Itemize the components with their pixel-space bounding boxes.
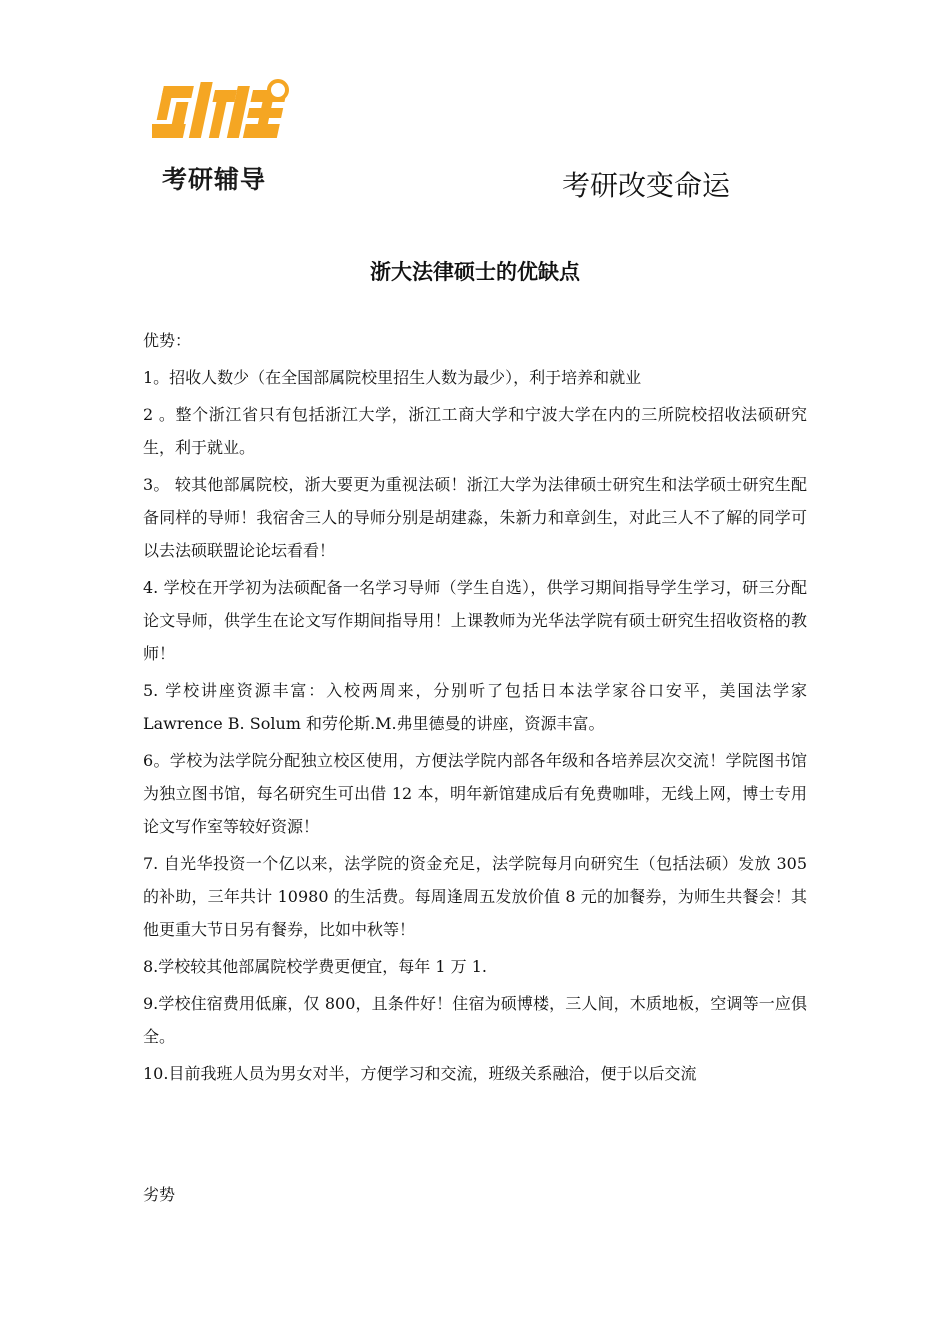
company-logo: [152, 76, 302, 196]
paragraph-4: 4. 学校在开学初为法硕配备一名学习导师（学生自选），供学习期间指导学生学习，研三分配论文导师，供学生在论文写作期间指导用！上课教师为光华法学院有硕士研究生招收资格的教师！: [143, 578, 807, 663]
paragraph-1: 1。招收人数少（在全国部属院校里招生人数为最少），利于培养和就业: [143, 368, 642, 387]
paragraph-10: 10.目前我班人员为男女对半，方便学习和交流，班级关系融洽，便于以后交流: [143, 1064, 697, 1083]
disadvantages-heading: 劣势: [143, 1185, 176, 1204]
logo-subtitle: 考研辅导: [162, 165, 267, 194]
document-title: 浙大法律硕士的优缺点: [370, 260, 580, 284]
paragraph-5: 5. 学校讲座资源丰富：入校两周来，分别听了包括日本法学家谷口安平，美国法学家 Lawrence B. Solum 和劳伦斯.M.弗里德曼的讲座，资源丰富。: [143, 681, 807, 733]
paragraph-8: 8.学校较其他部属院校学费更便宜，每年 1 万 1.: [143, 957, 487, 976]
paragraph-2: 2 。整个浙江省只有包括浙江大学，浙江工商大学和宁波大学在内的三所院校招收法硕研究生，利于就业。: [143, 405, 807, 457]
logo-mark-icon: [152, 76, 302, 158]
paragraph-7: 7. 自光华投资一个亿以来，法学院的资金充足，法学院每月向研究生（包括法硕）发放 305 的补助，三年共计 10980 的生活费。每周逢周五发放价值 8 元的加餐券，为师生共餐会！其他更重大节日另有餐券，比如中秋等！: [143, 854, 807, 939]
paragraph-6: 6。学校为法学院分配独立校区使用，方便法学院内部各年级和各培养层次交流！学院图书馆为独立图书馆，每名研究生可出借 12 本，明年新馆建成后有免费咖啡，无线上网，博士专用论文写作室等较好资源！: [143, 751, 807, 836]
paragraph-3: 3。 较其他部属院校，浙大要更为重视法硕！浙江大学为法律硕士研究生和法学硕士研究生配备同样的导师！我宿舍三人的导师分别是胡建淼，朱新力和章剑生，对此三人不了解的同学可以去法硕联盟论论坛看看！: [143, 475, 807, 560]
header-slogan: 考研改变命运: [562, 169, 731, 202]
document-body: [143, 324, 807, 1094]
paragraph-9: 9.学校住宿费用低廉，仅 800，且条件好！住宿为硕博楼，三人间，木质地板，空调等一应俱全。: [143, 994, 807, 1046]
advantages-heading: 优势：: [143, 331, 192, 350]
